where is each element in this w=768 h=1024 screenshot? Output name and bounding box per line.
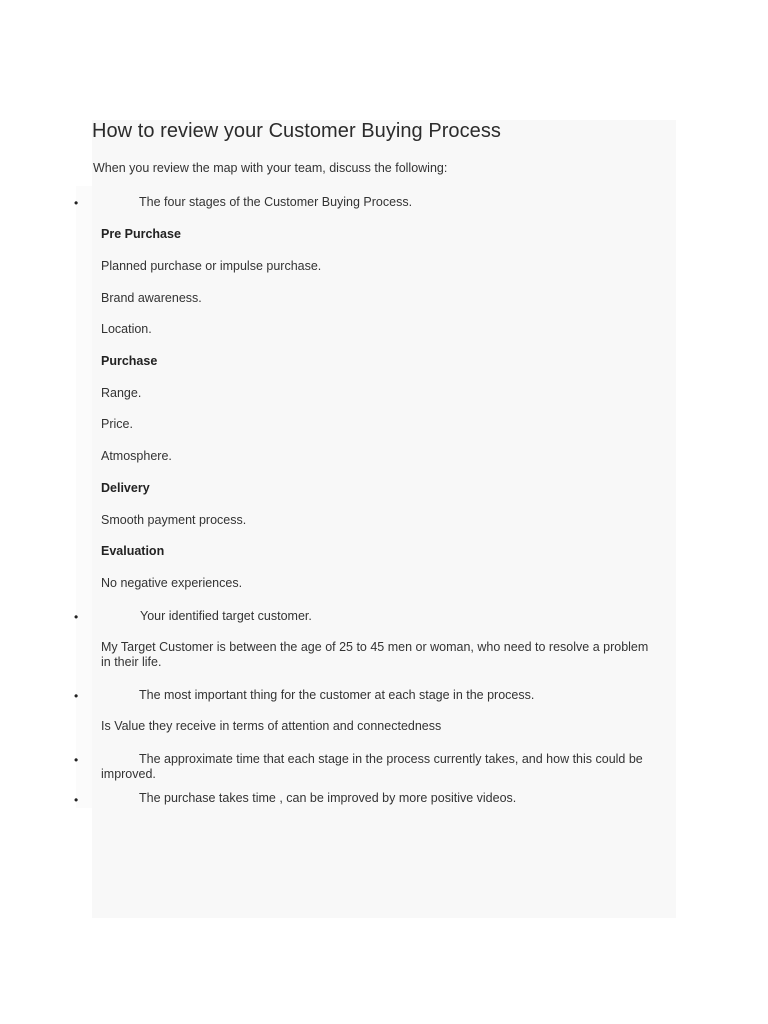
stage-heading-evaluation: Evaluation [101,544,165,558]
bullet-marker: • [74,196,79,210]
purchase-item: Price. [101,417,133,431]
value-text: Is Value they receive in terms of attention and connectedness [101,719,442,733]
evaluation-item: No negative experiences. [101,576,243,590]
pre-purchase-item: Planned purchase or impulse purchase. [101,259,322,273]
purchase-item: Atmosphere. [101,449,172,463]
bullet-purchase-time: The purchase takes time , can be improved by more positive videos. [139,791,517,805]
target-customer-text: My Target Customer is between the age of 25 to 45 men or woman, who need to resolve a problem in their life. [101,640,649,669]
list-margin-strip [76,186,92,808]
pre-purchase-item: Brand awareness. [101,291,202,305]
intro-text: When you review the map with your team, discuss the following: [93,161,448,175]
stage-heading-delivery: Delivery [101,481,150,495]
purchase-item: Range. [101,386,142,400]
pre-purchase-item: Location. [101,322,152,336]
stage-heading-pre-purchase: Pre Purchase [101,227,181,241]
bullet-most-important: The most important thing for the customer at each stage in the process. [139,688,535,702]
bullet-marker: • [74,689,79,703]
bullet-marker: • [74,753,79,767]
bullet-approximate-time: The approximate time that each stage in the process currently takes, and how this could be improved. [101,752,643,781]
bullet-marker: • [74,793,79,807]
bullet-stages: The four stages of the Customer Buying Process. [139,195,413,209]
delivery-item: Smooth payment process. [101,513,247,527]
document-title: How to review your Customer Buying Process [92,120,501,142]
stage-heading-purchase: Purchase [101,354,158,368]
bullet-target-customer: Your identified target customer. [140,609,312,623]
bullet-marker: • [74,610,79,624]
